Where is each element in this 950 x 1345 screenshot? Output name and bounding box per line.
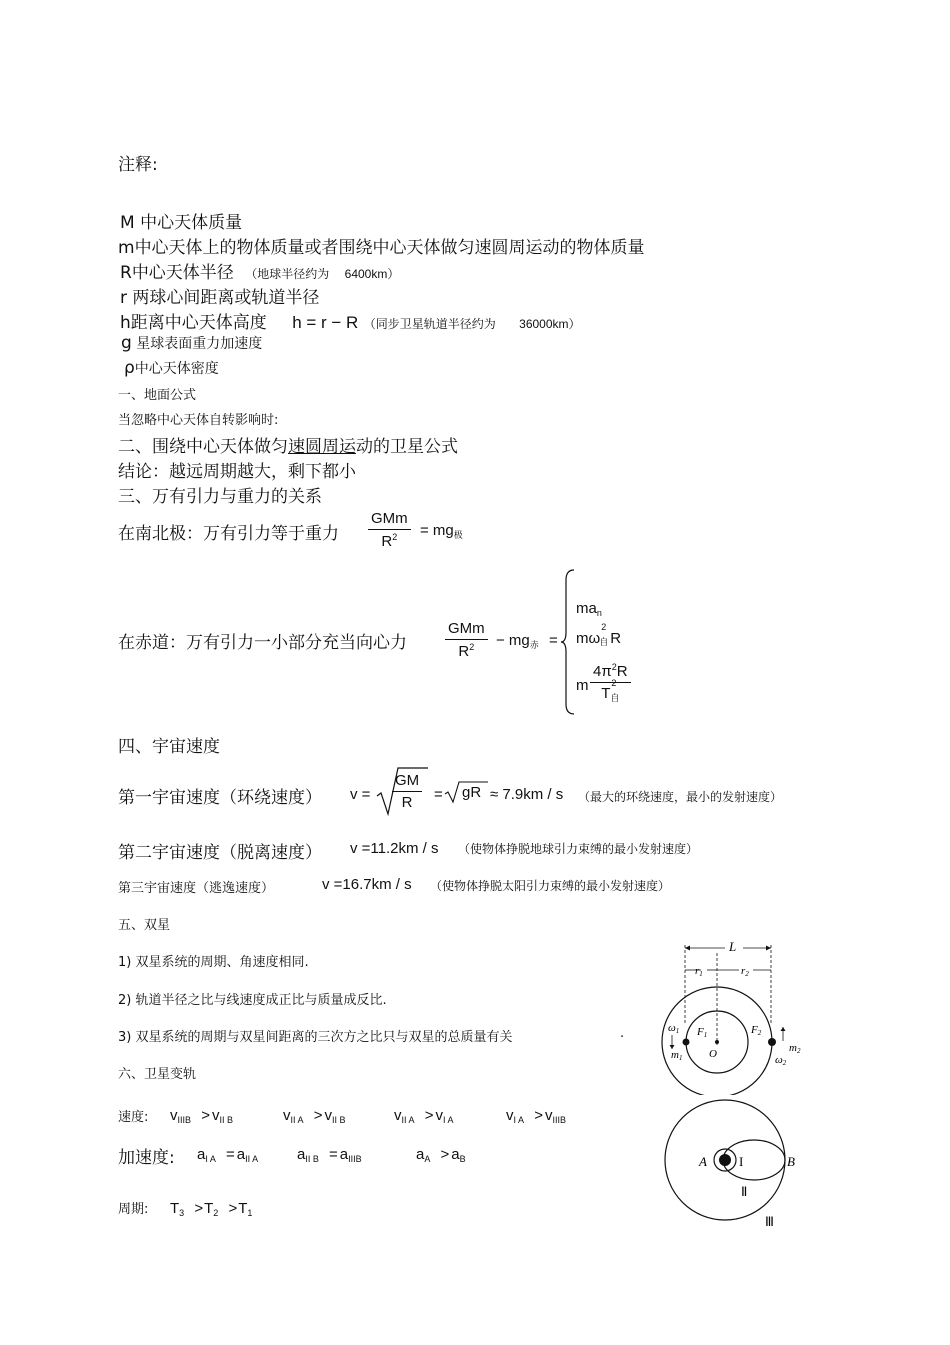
case-1-text: ma — [576, 600, 597, 617]
symbol-R — [120, 258, 399, 283]
rel-a: v — [170, 1107, 178, 1124]
period-t3-sub: 3 — [179, 1208, 185, 1218]
equator-equals: = — [548, 632, 558, 649]
symbol-desc: 两球心间距离或轨道半径 — [132, 288, 320, 308]
pole-den-letter: R — [381, 533, 393, 550]
rel-op: > — [313, 1107, 323, 1124]
symbol-letter: r — [120, 288, 127, 308]
symbol-M — [120, 208, 242, 233]
symbol-desc: 中心天体密度 — [134, 361, 219, 377]
rel-op: = — [226, 1146, 235, 1163]
v2-label: 第二宇宙速度（脱离速度） — [118, 843, 322, 863]
rel-a-sub: II A — [290, 1115, 304, 1125]
period-t1-sub: 1 — [247, 1208, 253, 1218]
label-I: I — [739, 1154, 744, 1169]
period-label: 周期: — [118, 1202, 149, 1217]
rel-a-sub: I A — [513, 1115, 525, 1125]
rel-b: v — [324, 1107, 332, 1124]
equator-den-exponent: 2 — [469, 642, 475, 652]
case-3-den-sup: 2 — [611, 678, 617, 688]
rel-b: a — [339, 1146, 349, 1163]
v1-root2: gR — [462, 784, 482, 801]
v1-note: （最大的环绕速度，最小的发射速度） — [578, 790, 783, 804]
v1-equals: = — [434, 786, 443, 803]
speed-relation-2 — [283, 1107, 345, 1125]
symbol-desc: 距离中心天体高度 — [130, 313, 267, 333]
section-2-conclusion: 结论：越远周期越大，剩下都小 — [118, 462, 356, 482]
label-m2: m2 — [789, 1042, 801, 1055]
rel-a-sub: A — [424, 1154, 431, 1164]
case-2-R: R — [610, 630, 622, 647]
v1-label: 第一宇宙速度（环绕速度） — [118, 788, 322, 808]
section-6-title: 六、卫星变轨 — [118, 1067, 197, 1082]
symbol-desc: 中心天体质量 — [140, 213, 243, 233]
rel-op: > — [201, 1107, 210, 1124]
label-III: Ⅲ — [765, 1214, 774, 1229]
rel-a: a — [416, 1146, 425, 1163]
v2-value: v =11.2km / s — [350, 840, 439, 857]
equator-denominator — [445, 642, 488, 660]
rel-b-sub: B — [459, 1154, 466, 1164]
period-t3: T — [170, 1200, 180, 1217]
equator-mid-text: − mg — [496, 632, 530, 649]
label-F2: F2 — [751, 1024, 762, 1037]
acc-relation-2 — [297, 1146, 362, 1164]
rel-b-sub: II A — [245, 1154, 259, 1164]
fraction-bar — [590, 682, 631, 683]
v1-approx: ≈ 7.9km / s — [490, 786, 564, 803]
rel-b-sub: IIIB — [348, 1154, 362, 1164]
rel-b: v — [544, 1107, 553, 1124]
rel-a: a — [197, 1146, 206, 1163]
period-op1: > — [194, 1200, 204, 1217]
symbol-letter: ρ — [124, 358, 135, 378]
rel-b: a — [236, 1146, 246, 1163]
case-3-num-R: R — [616, 663, 628, 680]
equator-case-3-m: m — [576, 677, 589, 694]
case-3-den-sub: 自 — [610, 693, 620, 703]
rel-a-sub: I A — [205, 1154, 216, 1164]
rel-a: v — [506, 1107, 514, 1124]
fraction-bar — [392, 791, 422, 792]
label-r2: r2 — [741, 965, 749, 978]
section-2-title-c: 动的卫星公式 — [356, 437, 458, 457]
section-2-title — [118, 432, 458, 457]
rel-b: a — [451, 1146, 460, 1163]
note-title: 注释: — [118, 155, 158, 175]
symbol-letter: R — [120, 263, 132, 283]
equator-label: 在赤道：万有引力一小部分充当向心力 — [118, 633, 407, 653]
label-r1: r1 — [695, 965, 703, 978]
rel-op: = — [329, 1146, 338, 1163]
pole-label: 在南北极：万有引力等于重力 — [118, 524, 339, 544]
v1-lhs: v = — [350, 786, 371, 803]
pole-rhs-sub: 极 — [453, 530, 463, 540]
section-5-title: 五、双星 — [118, 918, 171, 933]
rel-b-sub: I A — [442, 1115, 454, 1125]
pole-rhs-text: = mg — [420, 522, 454, 539]
v3-label: 第三宇宙速度（逃逸速度） — [118, 881, 275, 896]
symbol-note: （同步卫星轨道半径约为 — [363, 317, 496, 331]
case-1-sub: n — [596, 608, 602, 618]
equator-case-2 — [576, 622, 622, 647]
binary-item-3: 3) 双星系统的周期与双星间距离的三次方之比只与双星的总质量有关 — [118, 1030, 513, 1045]
brace-icon — [560, 568, 576, 716]
case-3-num-sup: 2 — [611, 662, 617, 672]
symbol-letter: h — [120, 313, 131, 333]
rel-b: v — [211, 1107, 220, 1124]
pole-denominator — [368, 532, 411, 550]
binary-star-figure — [655, 935, 815, 1095]
height-formula: h = r − R — [292, 313, 359, 332]
label-m1: m1 — [671, 1049, 683, 1062]
acc-label: 加速度: — [118, 1148, 175, 1168]
binary-item-3-dot: . — [620, 1026, 625, 1041]
equator-den-letter: R — [458, 643, 470, 660]
rel-a-sub: IIIB — [177, 1115, 192, 1125]
symbol-g — [121, 333, 262, 353]
section-4-title: 四、宇宙速度 — [118, 737, 220, 757]
rel-op: > — [440, 1146, 450, 1163]
rel-op: > — [534, 1107, 543, 1124]
period-op2: > — [228, 1200, 238, 1217]
label-omega1: ω1 — [668, 1022, 680, 1035]
equator-case-3-fraction — [590, 662, 631, 702]
rel-b-sub: II B — [219, 1115, 233, 1125]
symbol-m — [118, 233, 645, 258]
v3-note: （使物体挣脱太阳引力束缚的最小发射速度） — [430, 879, 671, 893]
fraction-bar — [445, 639, 488, 640]
pole-numerator: GMm — [371, 510, 408, 527]
section-1-line: 当忽略中心天体自转影响时: — [118, 413, 279, 428]
period-t2: T — [204, 1200, 214, 1217]
speed-label: 速度: — [118, 1110, 149, 1125]
v1-fraction — [392, 772, 422, 811]
rel-b: v — [435, 1107, 443, 1124]
symbol-rho — [124, 358, 219, 378]
rel-a: v — [283, 1107, 291, 1124]
period-t1: T — [238, 1200, 248, 1217]
symbol-letter: M — [120, 213, 135, 233]
section-1-title: 一、地面公式 — [118, 388, 197, 403]
speed-relation-4 — [506, 1107, 566, 1125]
symbol-note-value: 36000km） — [519, 317, 581, 331]
case-2-sub: 自 — [599, 637, 609, 647]
case-3-denominator — [590, 678, 631, 703]
binary-item-1: 1) 双星系统的周期、角速度相同. — [118, 955, 309, 970]
case-3-num-a: 4π — [593, 663, 612, 680]
label-F1: F1 — [697, 1026, 708, 1039]
equator-fraction — [445, 620, 488, 660]
label-B: B — [787, 1154, 795, 1169]
rel-b-sub: II B — [331, 1115, 346, 1125]
v1-denominator: R — [401, 794, 413, 811]
rel-a-sub: II A — [401, 1115, 415, 1125]
section-3-title: 三、万有引力与重力的关系 — [118, 487, 322, 507]
pole-den-exponent: 2 — [392, 532, 398, 542]
label-O: O — [709, 1048, 717, 1060]
rel-b-sub: IIIB — [552, 1115, 566, 1125]
symbol-desc: 中心天体上的物体质量或者围绕中心天体做匀速圆周运动的物体质量 — [134, 238, 645, 258]
label-A: A — [699, 1154, 707, 1169]
symbol-note: （地球半径约为 — [245, 267, 330, 281]
period-relation — [170, 1200, 252, 1218]
case-2-text: mω — [576, 630, 601, 647]
v1-numerator: GM — [395, 772, 420, 789]
equator-numerator: GMm — [448, 620, 485, 637]
v2-note: （使物体挣脱地球引力束缚的最小发射速度） — [458, 842, 699, 856]
rel-a-sub: II B — [305, 1154, 319, 1164]
case-3-numerator — [590, 662, 631, 680]
period-t2-sub: 2 — [213, 1208, 219, 1218]
label-omega2: ω2 — [775, 1054, 787, 1067]
binary-item-2: 2) 轨道半径之比与线速度成正比与质量成反比. — [118, 993, 387, 1008]
equator-mid — [496, 632, 558, 651]
symbol-desc: 中心天体半径 — [131, 263, 234, 283]
symbol-desc: 星球表面重力加速度 — [136, 336, 263, 352]
acc-relation-1 — [197, 1146, 258, 1164]
symbol-letter: m — [118, 238, 135, 258]
symbol-h — [120, 308, 581, 333]
rel-op: > — [424, 1107, 434, 1124]
case-3-den-T: T — [601, 685, 611, 702]
pole-fraction — [368, 510, 411, 550]
symbol-note-value: 6400km） — [344, 267, 400, 281]
equator-mid-sub: 赤 — [529, 640, 539, 650]
v3-value: v =16.7km / s — [322, 876, 412, 893]
section-2-title-underlined: 速圆周运 — [288, 437, 356, 457]
rel-a: v — [394, 1107, 402, 1124]
orbit-transfer-figure — [655, 1098, 815, 1230]
symbol-r — [120, 283, 319, 308]
pole-rhs — [420, 522, 463, 541]
symbol-letter: g — [121, 333, 132, 353]
acc-relation-3 — [416, 1146, 466, 1164]
label-L: L — [729, 939, 737, 954]
speed-relation-3 — [394, 1107, 453, 1125]
section-2-title-a: 二、围绕中心天体做匀 — [118, 437, 288, 457]
speed-relation-1 — [170, 1107, 233, 1125]
fraction-bar — [368, 529, 411, 530]
case-2-sup: 2 — [601, 622, 607, 632]
label-II: Ⅱ — [741, 1184, 748, 1199]
equator-case-1 — [576, 600, 602, 618]
rel-a: a — [297, 1146, 306, 1163]
